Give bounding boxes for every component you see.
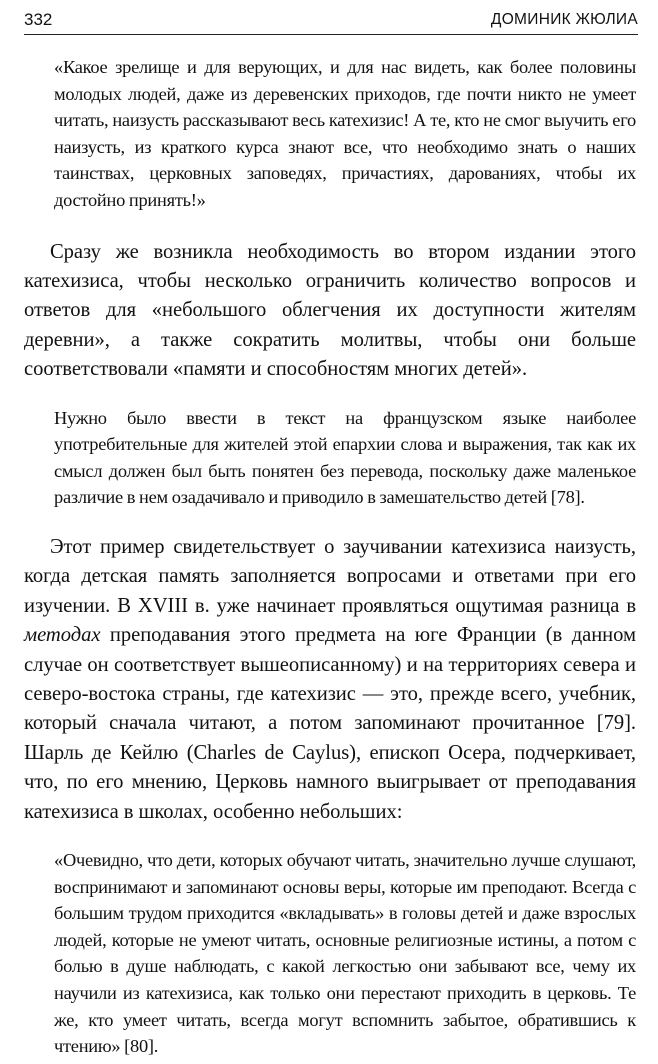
page-header (24, 6, 638, 35)
paragraph-2-emphasis: методах (24, 624, 101, 647)
page-number: 332 (24, 10, 53, 29)
page-body (24, 54, 636, 1060)
paragraph-2-text-a: Этот пример свидетельствует о заучивании катехизиса наизусть, когда детская память заполняется вопросами и ответами при его изучении. В XVIII в. уже начинает проявляться ощутимая разница в (24, 535, 636, 617)
paragraph-2 (24, 533, 636, 827)
block-quote-3: «Очевидно, что дети, которых обучают читать, значительно лучше слушают, воспринимают и запоминают основы веры, которые им преподают. Всегда с большим трудом приходится «вкладывать» в головы детей и даже взрослых людей, которые не умеют читать, основные религиозные истины, а потом с болью в душе наблюдать, с какой легкостью они забывают все, чему их научили из катехизиса, как только они перестают приходить в церковь. Те же, кто умеет читать, всегда могут вспомнить забытое, обратившись к чтению» [80]. (54, 850, 636, 1057)
running-head: ДОМИНИК ЖЮЛИА (490, 11, 638, 28)
block-quote-1: «Какое зрелище и для верующих, и для нас видеть, как более половины молодых людей, даже из деревенских приходов, где почти никто не умеет читать, наизусть рассказывают весь катехизис! А те, кто не смог выучить его наизусть, из краткого курса знают все, что необходимо знать о наших таинствах, церковных заповедях, причастиях, дарованиях, чтобы их достойно принять!» (54, 57, 636, 210)
block-quote-2: Нужно было ввести в текст на французском языке наиболее употребительные для жителей этой епархии слова и выражения, так как их смысл должен был быть понятен без перевода, поскольку даже маленькое различие в нем озадачивало и приводило в замешательство детей [78]. (54, 407, 636, 508)
paragraph-2-text-b: преподавания этого предмета на юге Франции (в данном случае он соответствует вышеописанному) и на территориях севера и северо-востока страны, где катехизис — это, прежде всего, учебник, который сначала читают, а потом запоминают прочитанное [79]. Шарль де Кейлю (Charles de Caylus), епископ Осера, подчеркивает, что, по его мнению, Церковь намного выигрывает от преподавания катехизиса в школах, особенно небольших: (24, 624, 636, 823)
paragraph-1: Сразу же возникла необходимость во втором издании этого катехизиса, чтобы несколько ограничить количество вопросов и ответов для «небольшого облегчения их доступности жителям деревни», а также сократить молитвы, чтобы они больше соответствовали «памяти и способностям многих детей». (24, 240, 636, 381)
